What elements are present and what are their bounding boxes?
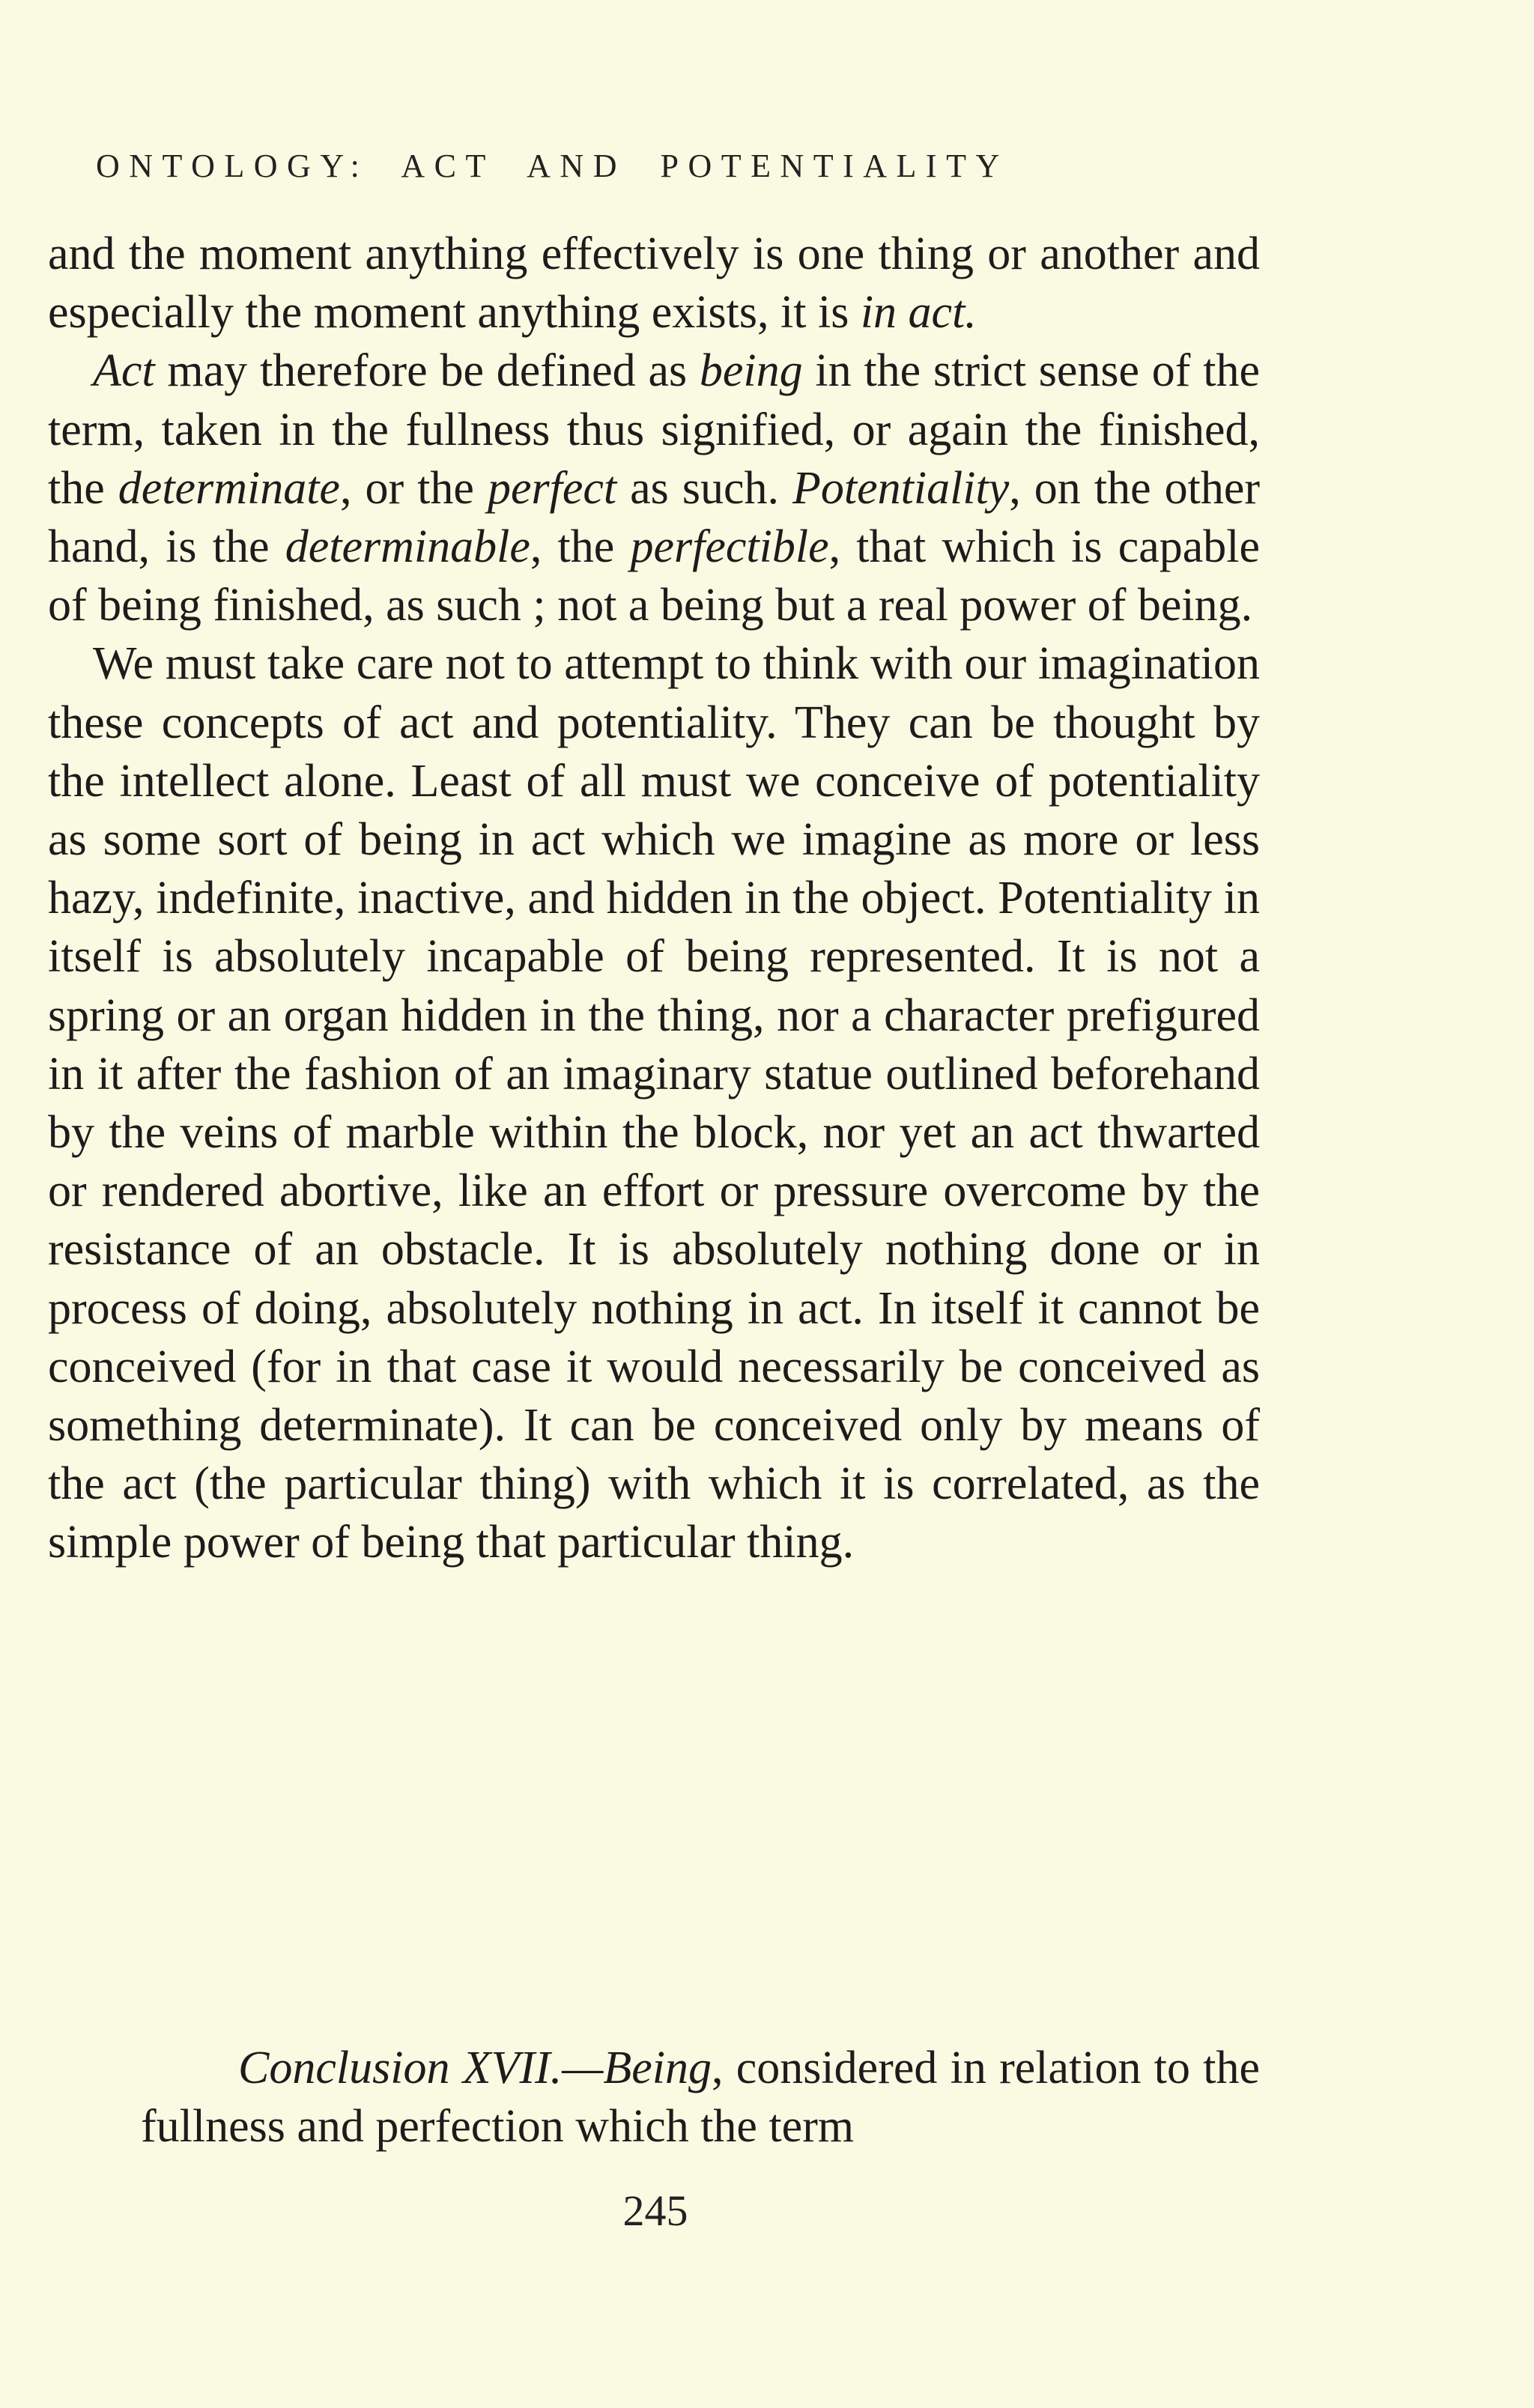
paragraph	[48, 225, 1260, 342]
italic-text: perfectible	[630, 521, 829, 573]
text-run: , or the	[339, 462, 488, 514]
italic-text: perfect	[487, 462, 617, 514]
text-run: We must take care not to attempt to think with our imagination these concepts of act and potentiality. They can be thought by the intellect alone. Least of all must we conceive of potentiality as some sort of being in act which we imagine as more or less hazy, indefinite, inactive, and hidden in the object. Potentiality in itself is absolutely incapable of being represented. It is not a spring or an organ hidden in the thing, nor a character prefigured in it after the fashion of an imaginary statue outlined beforehand by the veins of marble within the block, nor yet an act thwarted or rendered abortive, like an effort or pressure overcome by the resistance of an obstacle. It is absolutely nothing done or in process of doing, absolutely nothing in act. In itself it cannot be conceived (for in that case it would necessarily be conceived as something determinate). It can be conceived only by means of the act (the particular thing) with which it is correlated, as the simple power of being that particular thing.	[48, 638, 1260, 1568]
italic-text: in act.	[860, 287, 977, 339]
italic-text: Conclusion XVII.—Being	[238, 2042, 712, 2093]
text-run: may therefore be defined as	[154, 345, 700, 397]
running-head: ONTOLOGY: ACT AND POTENTIALITY	[96, 148, 1009, 184]
text-run: , the	[530, 521, 631, 573]
paragraph	[48, 342, 1260, 634]
text-run: as such.	[616, 462, 792, 514]
text-run: in the strict sense of the term, taken in the fullness thus signified, or again the finished, the	[48, 345, 1260, 514]
page-number: 245	[622, 2186, 688, 2235]
italic-text: determinable	[285, 521, 530, 573]
italic-text: determinate	[118, 462, 340, 514]
italic-text: being	[699, 345, 803, 397]
text-run: and the moment anything effectively is one thing or another and especially the moment anything exists, it is	[48, 228, 1260, 339]
text-run: , on the other hand, is the	[48, 462, 1261, 573]
italic-text: Act	[93, 345, 155, 397]
paragraph	[48, 634, 1260, 1571]
body-text	[48, 225, 1260, 1572]
italic-text: Potentiality	[792, 462, 1010, 514]
conclusion-heading	[48, 2039, 1260, 2156]
text-run: , that which is capable of being finished, as such ; not a being but a real power of being.	[48, 521, 1260, 631]
text-run: , considered in relation to the fullness and perfection which the term	[141, 2042, 1260, 2153]
